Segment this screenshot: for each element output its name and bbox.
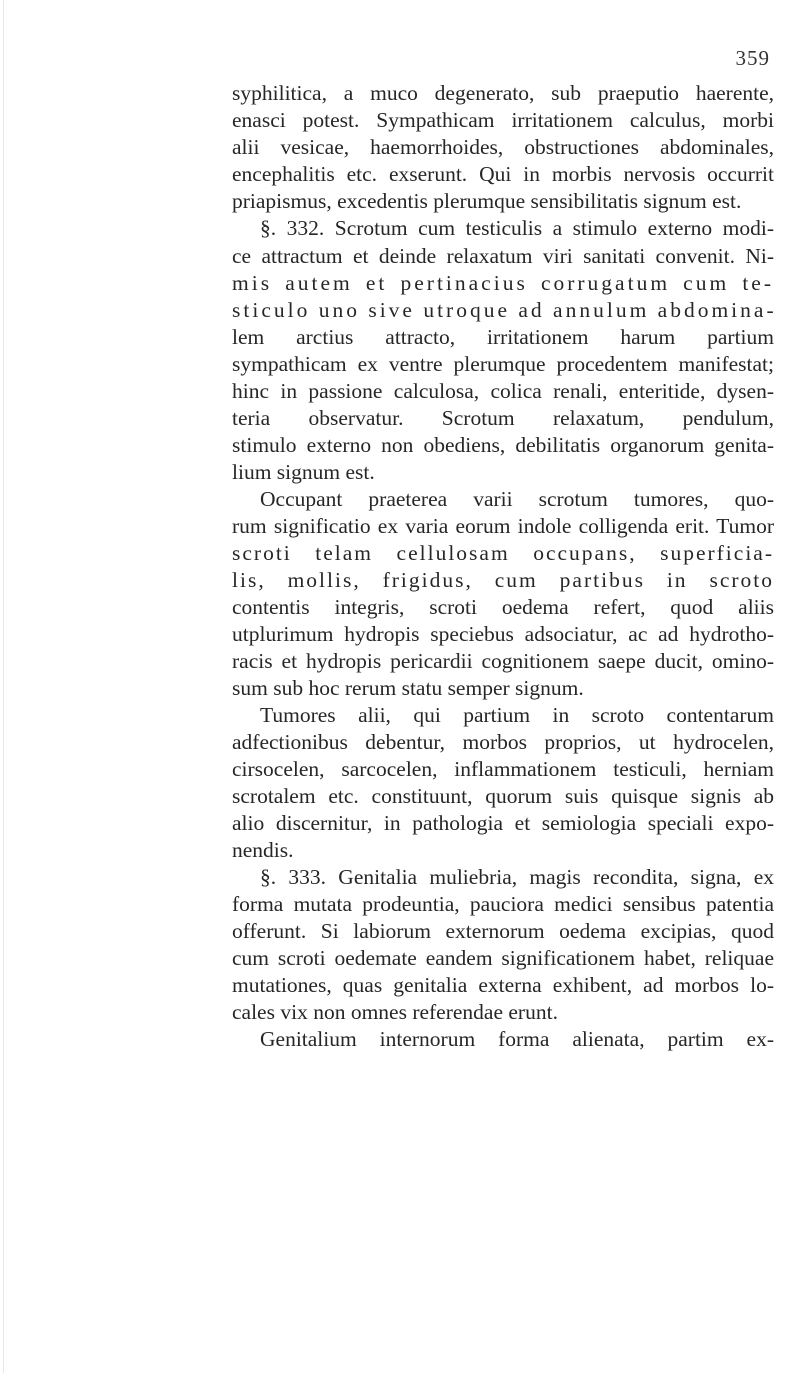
text-line: sum sub hoc rerum statu semper signum. — [232, 676, 584, 700]
text-line: adfectionibus debentur, morbos proprios, ut hydrocelen, — [232, 730, 774, 754]
page-edge — [3, 0, 4, 1373]
text-line: lem arctius attracto, irritationem harum partium — [232, 325, 774, 349]
spaced-emphasis-line: scroti telam cellulosam occupans, superficia- — [232, 541, 774, 565]
text-line: enasci potest. Sympathicam irritationem calculus, morbi — [232, 108, 774, 132]
spaced-emphasis-line: lis, mollis, frigidus, cum partibus in scroto — [232, 568, 774, 592]
text-line: mutationes, quas genitalia externa exhibent, ad morbos lo- — [232, 973, 774, 997]
text-line: forma mutata prodeuntia, pauciora medici sensibus patentia — [232, 892, 774, 916]
spaced-emphasis-line: sticulo uno sive utroque ad annulum abdomina- — [232, 298, 777, 322]
text-line: stimulo externo non obediens, debilitatis organorum genita- — [232, 433, 774, 457]
text-line: contentis integris, scroti oedema refert, quod aliis — [232, 595, 774, 619]
paragraph-start-line: §. 333. Genitalia muliebria, magis recondita, signa, ex — [260, 865, 774, 889]
paragraph-start-line: Tumores alii, qui partium in scroto contentarum — [260, 703, 774, 727]
paragraph-start-line: Genitalium internorum forma alienata, partim ex- — [260, 1027, 774, 1051]
text-line: scrotalem etc. constituunt, quorum suis quisque signis ab — [232, 784, 774, 808]
text-line: alii vesicae, haemorrhoides, obstructiones abdominales, — [232, 135, 774, 159]
text-line: cales vix non omnes referendae erunt. — [232, 1000, 558, 1024]
text-line: hinc in passione calculosa, colica renali, enteritide, dysen- — [232, 379, 774, 403]
text-line: priapismus, excedentis plerumque sensibilitatis signum est. — [232, 189, 742, 213]
text-line: encephalitis etc. exserunt. Qui in morbis nervosis occurrit — [232, 162, 774, 186]
text-line: rum significatio ex varia eorum indole colligenda erit. Tumor — [232, 514, 774, 538]
text-line: ce attractum et deinde relaxatum viri sanitati convenit. Ni- — [232, 244, 774, 268]
text-line: offerunt. Si labiorum externorum oedema excipias, quod — [232, 919, 774, 943]
paragraph-start-line: §. 332. Scrotum cum testiculis a stimulo externo modi- — [260, 216, 774, 240]
text-line: cirsocelen, sarcocelen, inflammationem testiculi, herniam — [232, 757, 774, 781]
text-line: utplurimum hydropis speciebus adsociatur, ac ad hydrotho- — [232, 622, 774, 646]
text-line: lium signum est. — [232, 460, 375, 484]
spaced-emphasis-line: mis autem et pertinacius corrugatum cum te- — [232, 271, 774, 295]
text-line: syphilitica, a muco degenerato, sub praeputio haerente, — [232, 81, 774, 105]
page-number: 359 — [735, 46, 770, 70]
paragraph-start-line: Occupant praeterea varii scrotum tumores, quo- — [260, 487, 774, 511]
text-line: teria observatur. Scrotum relaxatum, pendulum, — [232, 406, 774, 430]
text-line: racis et hydropis pericardii cognitionem saepe ducit, omino- — [232, 649, 774, 673]
text-line: cum scroti oedemate eandem significationem habet, reliquae — [232, 946, 774, 970]
text-line: sympathicam ex ventre plerumque procedentem manifestat; — [232, 352, 774, 376]
text-line: nendis. — [232, 838, 294, 862]
text-line: alio discernitur, in pathologia et semiologia speciali expo- — [232, 811, 774, 835]
